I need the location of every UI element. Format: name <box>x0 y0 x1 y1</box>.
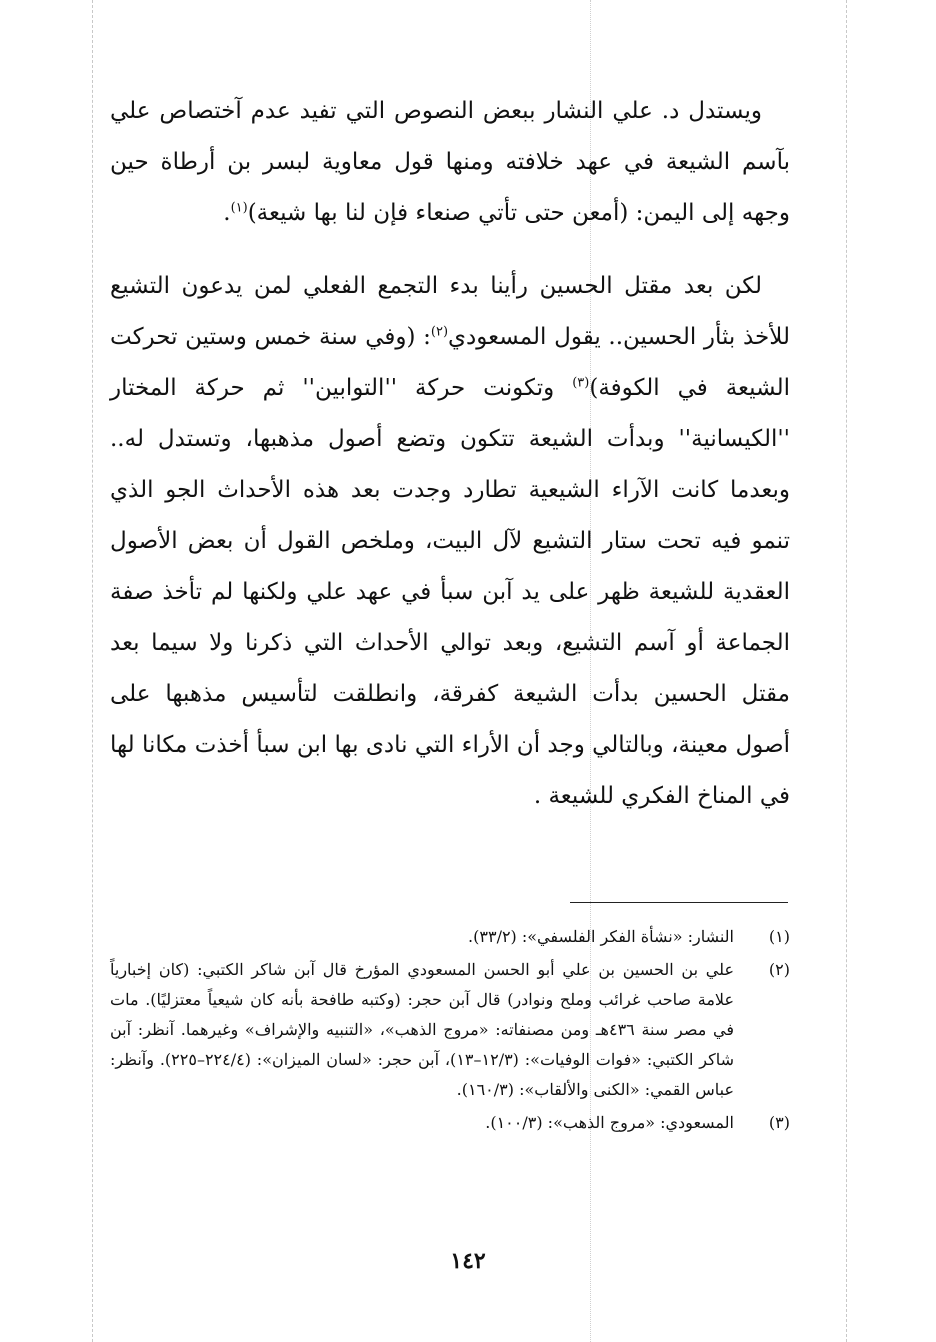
page-number: ١٤٢ <box>450 1248 486 1274</box>
footnotes <box>110 922 790 1141</box>
scan-margin-line-left <box>92 0 93 1342</box>
footnote-ref-1: (١) <box>230 200 248 216</box>
footnote-text: علي بن الحسين بن علي أبو الحسن المسعودي المؤرخ قال آبن شاكر الكتبي: (كان إخبارياً علامة صاحب غرائب وملح ونوادر) قال آبن حجر: (وكتبه طافحة بأنه كان شيعياً معتزليًا). مات في مصر سنة ٤٣٦هـ ومن مصنفاته: «مروج الذهب»، «التنبيه والإشراف» وغيرهما. آنظر: آبن شاكر الكتبي: «فوات الوفيات»: (١٢/٣–١٣)، آبن حجر: «لسان الميزان»: (٢٢٤/٤–٢٢٥). وآنظر: عباس القمي: «الكنى والألقاب»: (١٦٠/٣). <box>110 960 735 1099</box>
footnote-1 <box>110 922 790 952</box>
paragraph-1-text: ويستدل د. علي النشار ببعض النصوص التي تفيد عدم آختصاص علي بآسم الشيعة في عهد خلافته ومنها قول معاوية لبسر بن أرطاة حين وجهه إلى اليمن: (أمعن حتى تأتي صنعاء فإن لنا بها شيعة) <box>110 98 790 226</box>
paragraph-2-text-b: : (وفي سنة خمس وستين تحركت الشيعة في الكوفة) <box>110 324 790 401</box>
scan-margin-line-right <box>846 0 847 1342</box>
paragraph-2-text-c: وتكونت حركة ''التوابين'' ثم حركة المختار ''الكيسانية'' وبدأت الشيعة تتكون وتضع أصول مذهبها، وتستدل له.. وبعدما كانت الآراء الشيعية تطارد وجدت بعد هذه الأحداث الجو الذي تنمو فيه تحت ستار التشيع لآل البيت، وملخص القول أن بعض الأصول العقدية للشيعة ظهر على يد آبن سبأ في عهد علي ولكنها لم تأخذ صفة الجماعة أو آسم التشيع، وبعد توالي الأحداث التي ذكرنا ولا سيما بعد مقتل الحسين بدأت الشيعة كفرقة، وانطلقت لتأسيس مذهبها على أصول معينة، وبالتالي وجد أن الأراء التي نادى بها ابن سبأ أخذت مكانا لها في المناخ الفكري للشيعة . <box>110 375 790 809</box>
footnote-ref-2: (٢) <box>430 324 449 340</box>
footnote-number: (٢) <box>768 960 790 979</box>
paragraph-2-text-a: لكن بعد مقتل الحسين رأينا بدء التجمع الفعلي لمن يدعون التشيع للأخذ بثأر الحسين.. يقول المسعودي <box>110 273 790 350</box>
paragraph-1: ويستدل د. علي النشار ببعض النصوص التي تفيد عدم آختصاص علي بآسم الشيعة في عهد خلافته ومنها قول معاوية لبسر بن أرطاة حين وجهه إلى اليمن: (أمعن حتى تأتي صنعاء فإن لنا بها شيعة)$^{(١)}$. <box>110 98 790 226</box>
main-body <box>110 86 790 822</box>
footnote-number: (٣) <box>768 1113 790 1132</box>
footnote-separator <box>570 902 788 903</box>
footnote-text: النشار: «نشأة الفكر الفلسفي»: (٣٣/٢). <box>468 927 734 946</box>
paragraph-2 <box>110 261 790 822</box>
footnote-number: (١) <box>768 927 790 946</box>
footnote-3 <box>110 1108 790 1138</box>
footnote-ref-3: (٣) <box>572 375 590 391</box>
footnote-2 <box>110 955 790 1105</box>
footnote-text: المسعودي: «مروج الذهب»: (١٠٠/٣). <box>485 1113 734 1132</box>
